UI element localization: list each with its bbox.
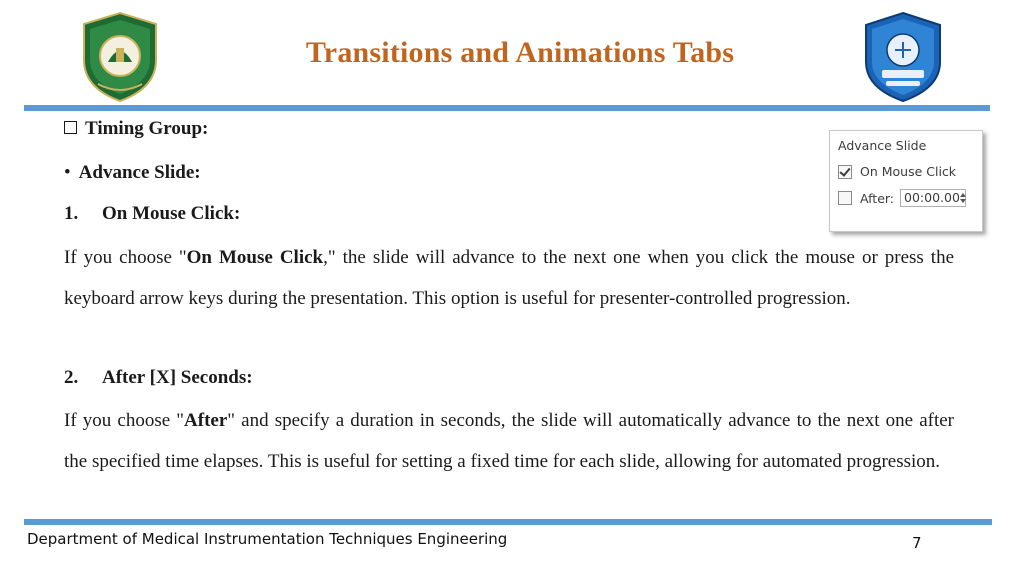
item-on-mouse-click: 1. On Mouse Click: [64, 203, 241, 224]
on-mouse-click-checkbox[interactable] [838, 165, 852, 179]
college-logo [860, 10, 946, 104]
panel-title: Advance Slide [838, 138, 927, 153]
paragraph-on-mouse-click: If you choose "On Mouse Click," the slide will advance to the next one when you click the mouse or press the keyboard arrow keys during the presentation. This option is useful for presenter-controlled progression. [64, 247, 955, 309]
after-time-value: 00:00.00 [904, 190, 960, 205]
on-mouse-click-label: On Mouse Click [860, 164, 957, 179]
footer-divider [24, 519, 992, 525]
item-after-seconds: 2. After [X] Seconds: [64, 367, 253, 388]
slide-title: Transitions and Animations Tabs [305, 36, 735, 69]
spinner-icon[interactable] [960, 193, 966, 203]
header-divider [24, 105, 990, 111]
on-mouse-click-row[interactable] [838, 164, 956, 179]
advance-slide-panel [829, 130, 983, 232]
university-logo [78, 10, 162, 104]
after-row [838, 189, 966, 207]
bullet-icon: • [64, 162, 71, 183]
page-number: 7 [912, 534, 922, 552]
advance-slide-heading: • Advance Slide: [64, 162, 201, 183]
footer-department: Department of Medical Instrumentation Techniques Engineering [27, 530, 508, 548]
checkbox-bullet-icon [64, 121, 77, 134]
after-checkbox[interactable] [838, 191, 852, 205]
paragraph-after-seconds: If you choose "After" and specify a duration in seconds, the slide will automatically advance to the next one after the specified time elapses. This is useful for setting a fixed time for each slide, allowing for automated progression. [64, 410, 954, 472]
after-label: After: [860, 190, 895, 206]
timing-group-heading: Timing Group: [64, 118, 208, 140]
after-time-input[interactable] [900, 189, 966, 207]
